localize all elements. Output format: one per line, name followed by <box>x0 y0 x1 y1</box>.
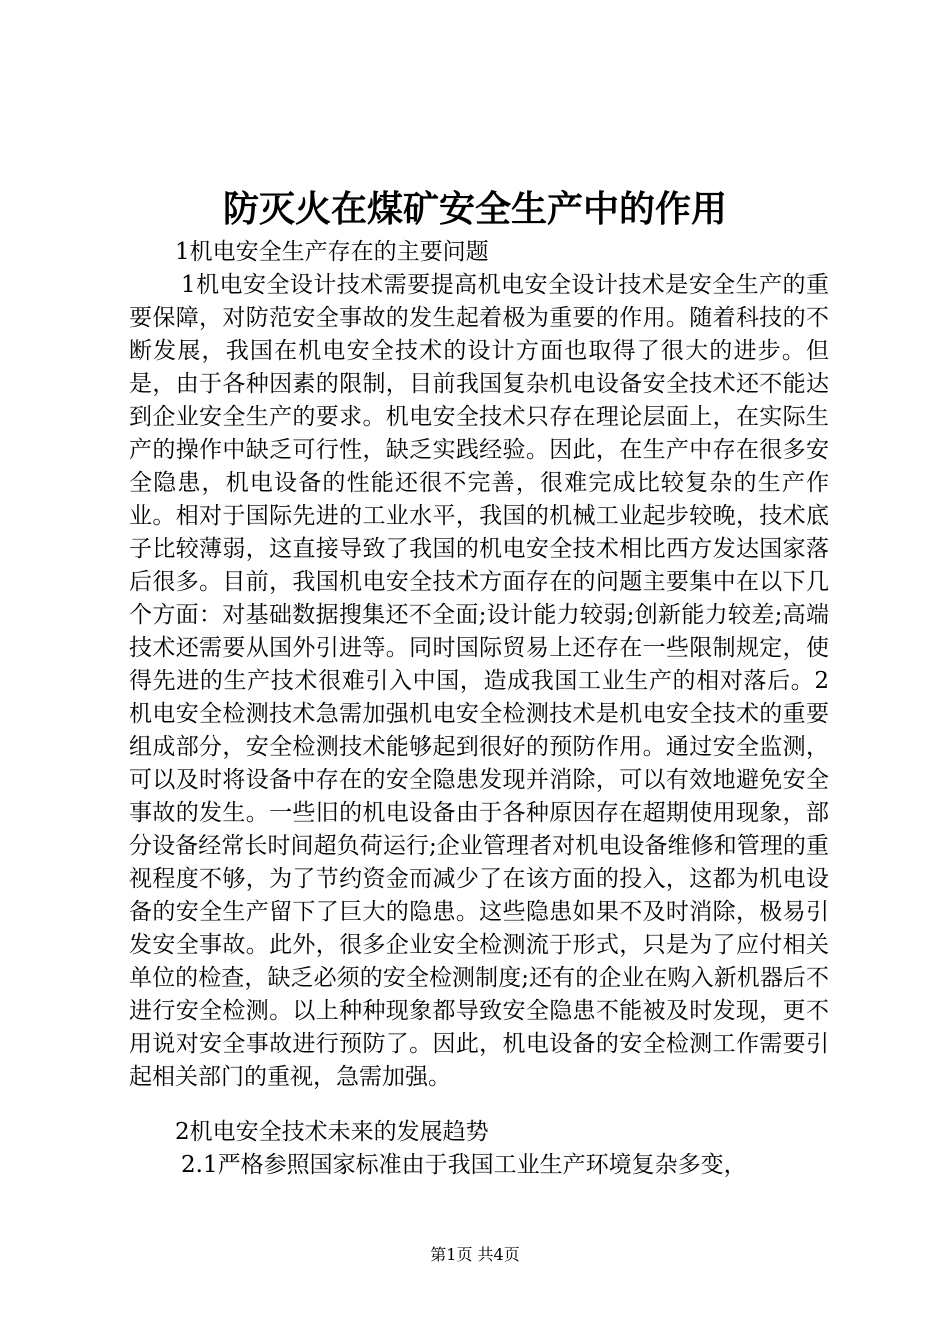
page-footer: 第1页 共4页 <box>430 1245 520 1264</box>
paragraph-spacer <box>129 1094 829 1116</box>
section-heading-1: 1机电安全生产存在的主要问题 <box>175 239 489 265</box>
section-paragraph-1: 1机电安全设计技术需要提高机电安全设计技术是安全生产的重要保障，对防范安全事故的发生起着极为重要的作用。随着科技的不断发展，我国在机电安全技术的设计方面也取得了很大的进步。但是，由于各种因素的限制，目前我国复杂机电设备安全技术还不能达到企业安全生产的要求。机电安全技术只存在理论层面上，在实际生产的操作中缺乏可行性，缺乏实践经验。因此，在生产中存在很多安全隐患，机电设备的性能还很不完善，很难完成比较复杂的生产作业。相对于国际先进的工业水平，我国的机械工业起步较晚，技术底子比较薄弱，这直接导致了我国的机电安全技术相比西方发达国家落后很多。目前，我国机电安全技术方面存在的问题主要集中在以下几个方面：对基础数据搜集还不全面;设计能力较弱;创新能力较差;高端技术还需要从国外引进等。同时国际贸易上还存在一些限制规定，使得先进的生产技术很难引入中国，造成我国工业生产的相对落后。2机电安全检测技术急需加强机电安全检测技术是机电安全技术的重要组成部分，安全检测技术能够起到很好的预防作用。通过安全监测，可以及时将设备中存在的安全隐患发现并消除，可以有效地避免安全事故的发生。一些旧的机电设备由于各种原因存在超期使用现象，部分设备经常长时间超负荷运行;企业管理者对机电设备维修和管理的重视程度不够，为了节约资金而减少了在该方面的投入，这都为机电设备的安全生产留下了巨大的隐患。这些隐患如果不及时消除，极易引发安全事故。此外，很多企业安全检测流于形式，只是为了应付相关单位的检查，缺乏必须的安全检测制度;还有的企业在购入新机器后不进行安全检测。以上种种现象都导致安全隐患不能被及时发现，更不用说对安全事故进行预防了。因此，机电设备的安全检测工作需要引起相关部门的重视，急需加强。 <box>129 272 829 1090</box>
document-title: 防灭火在煤矿安全生产中的作用 <box>222 188 727 230</box>
section-heading-2: 2机电安全技术未来的发展趋势 <box>175 1119 489 1145</box>
section-paragraph-2: 2.1严格参照国家标准由于我国工业生产环境复杂多变， <box>181 1152 747 1178</box>
document-body <box>129 236 829 1182</box>
